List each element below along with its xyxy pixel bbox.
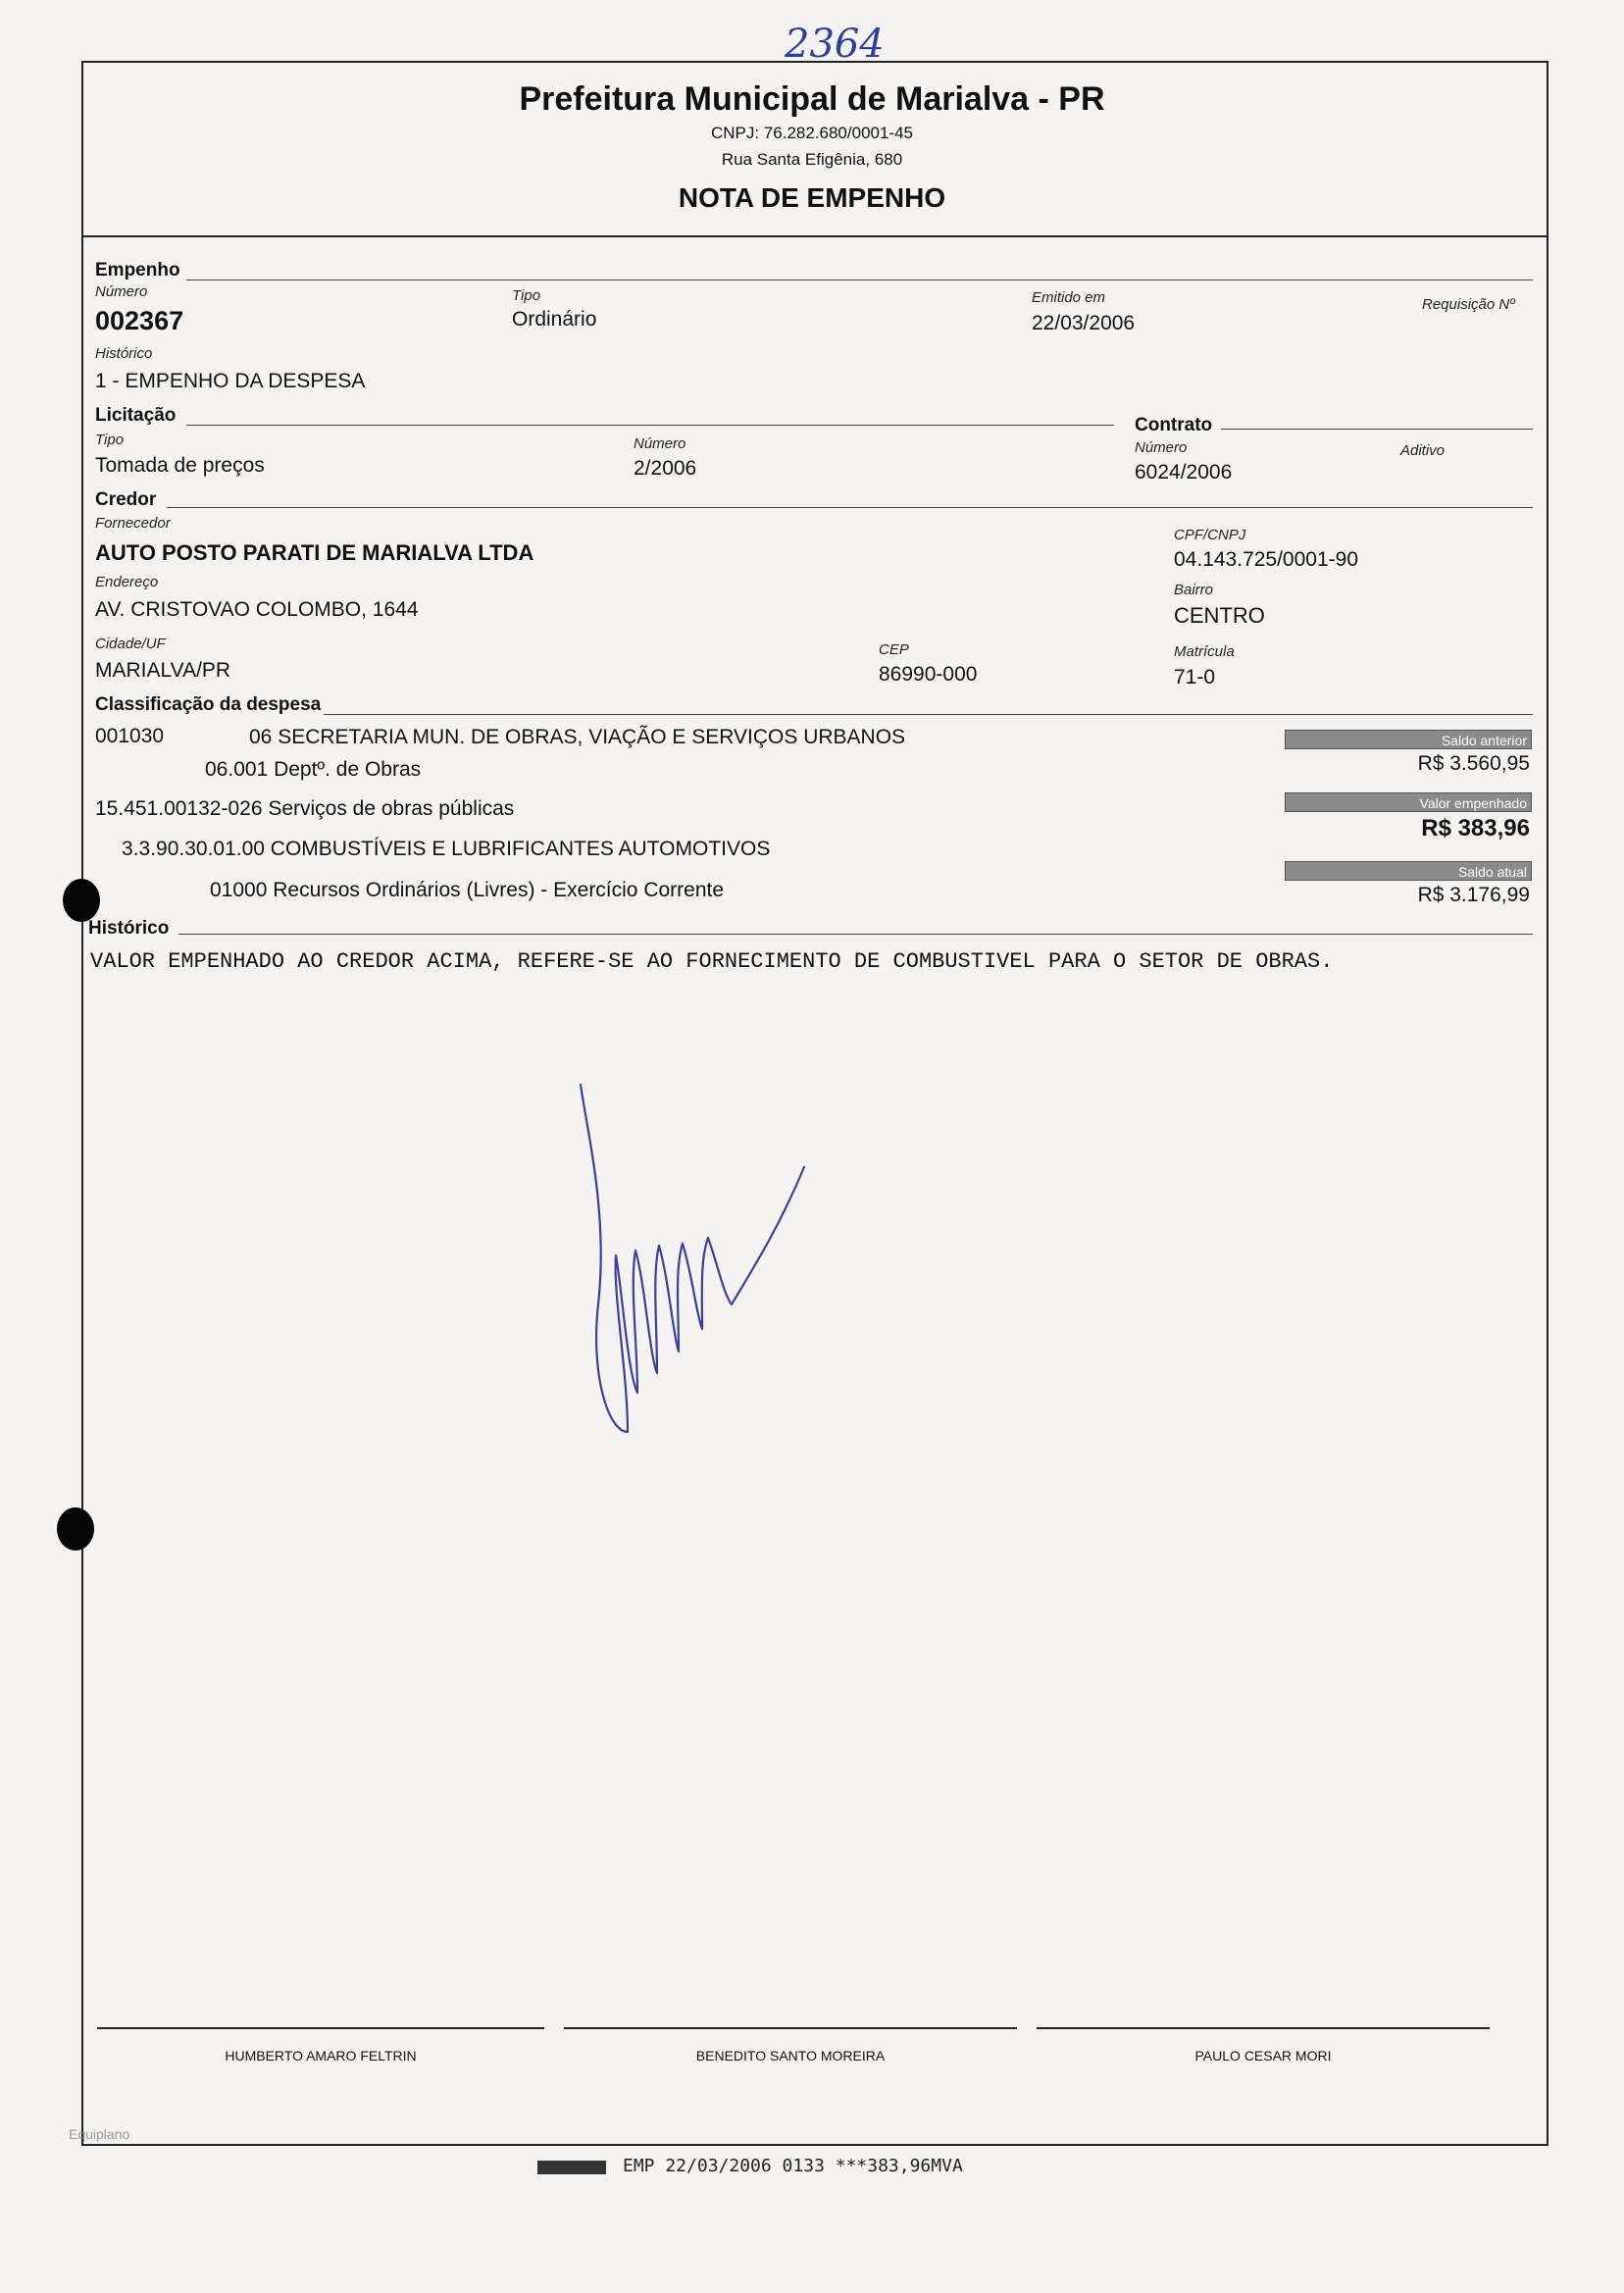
credor-section-title: Credor — [95, 489, 157, 510]
cidade-label: Cidade/UF — [95, 636, 166, 652]
empenho-section-title: Empenho — [95, 260, 180, 280]
historico-rule — [178, 934, 1533, 935]
classificacao-rule — [324, 714, 1533, 715]
contrato-numero-label: Número — [1135, 439, 1188, 456]
licitacao-section-title: Licitação — [95, 405, 177, 426]
empenho-numero: 002367 — [95, 306, 184, 335]
cpf-label: CPF/CNPJ — [1174, 527, 1246, 543]
contrato-section-title: Contrato — [1135, 415, 1213, 435]
saldo-atual-badge: Saldo atual — [1285, 861, 1532, 881]
licitacao-numero-label: Número — [634, 435, 686, 452]
signatory-2: BENEDITO SANTO MOREIRA — [695, 2048, 886, 2064]
cep-value: 86990-000 — [879, 663, 978, 686]
signature-line-1 — [97, 2027, 544, 2029]
cidade-value: MARIALVA/PR — [95, 659, 231, 682]
signatory-3: PAULO CESAR MORI — [1194, 2048, 1332, 2064]
valor-empenhado-value: R$ 383,96 — [1421, 815, 1530, 841]
handwritten-number: 2364 — [785, 22, 885, 67]
saldo-anterior-value: R$ 3.560,95 — [1417, 752, 1530, 775]
licitacao-numero: 2/2006 — [634, 457, 697, 480]
fornecedor-label: Fornecedor — [95, 515, 171, 532]
page-title: Prefeitura Municipal de Marialva - PR — [519, 80, 1105, 118]
matricula-value: 71-0 — [1174, 666, 1216, 688]
handwritten-signature — [569, 1079, 824, 1452]
signature-line-3 — [1037, 2027, 1490, 2029]
cnpj-line: CNPJ: 76.282.680/0001-45 — [710, 124, 914, 142]
cpf-value: 04.143.725/0001-90 — [1174, 548, 1359, 571]
aditivo-label: Aditivo — [1400, 442, 1446, 459]
classificacao-section-title: Classificação da despesa — [95, 694, 322, 715]
licitacao-tipo: Tomada de preços — [95, 454, 265, 477]
cep-label: CEP — [879, 641, 909, 658]
empenho-historico-label: Histórico — [95, 345, 153, 362]
historico-text: VALOR EMPENHADO AO CREDOR ACIMA, REFERE-SE AO FORNECIMENTO DE COMBUSTIVEL PARA O SETOR DE OBRAS. — [90, 949, 1334, 974]
empenho-numero-label: Número — [95, 283, 148, 300]
header-divider — [81, 235, 1548, 237]
empenho-historico: 1 - EMPENHO DA DESPESA — [95, 370, 366, 392]
classificacao-orgao: 06 SECRETARIA MUN. DE OBRAS, VIAÇÃO E SERVIÇOS URBANOS — [249, 726, 906, 748]
credor-rule — [167, 507, 1533, 508]
saldo-atual-value: R$ 3.176,99 — [1417, 884, 1530, 906]
contrato-rule — [1221, 429, 1533, 430]
endereco-label: Endereço — [95, 574, 159, 590]
licitacao-rule — [186, 425, 1114, 426]
licitacao-tipo-label: Tipo — [95, 432, 125, 448]
punch-hole-top — [63, 879, 100, 922]
address-line: Rua Santa Efigênia, 680 — [721, 150, 903, 169]
emitido-date: 22/03/2006 — [1032, 312, 1136, 334]
classificacao-recurso: 01000 Recursos Ordinários (Livres) - Exercício Corrente — [210, 879, 725, 901]
requisicao-label: Requisição Nº — [1422, 296, 1515, 313]
doc-title: NOTA DE EMPENHO — [678, 182, 946, 213]
historico-section-title: Histórico — [88, 918, 170, 939]
classificacao-code: 001030 — [95, 725, 165, 747]
software-label: Equiplano — [69, 2126, 130, 2142]
bairro-value: CENTRO — [1174, 603, 1265, 628]
signature-line-2 — [564, 2027, 1017, 2029]
punch-hole-bottom — [57, 1507, 94, 1551]
bairro-label: Bairro — [1174, 582, 1214, 598]
empenho-tipo-label: Tipo — [512, 287, 541, 304]
endereco-value: AV. CRISTOVAO COLOMBO, 1644 — [95, 598, 419, 621]
stamp-logo — [537, 2161, 606, 2174]
classificacao-unidade: 06.001 Deptº. de Obras — [205, 758, 422, 781]
footer-stamp: EMP 22/03/2006 0133 ***383,96MVA — [623, 2156, 963, 2176]
emitido-label: Emitido em — [1032, 289, 1106, 306]
empenho-tipo: Ordinário — [512, 308, 597, 331]
contrato-numero: 6024/2006 — [1135, 461, 1233, 484]
classificacao-elemento: 3.3.90.30.01.00 COMBUSTÍVEIS E LUBRIFICANTES AUTOMOTIVOS — [122, 838, 771, 860]
matricula-label: Matrícula — [1174, 643, 1235, 660]
fornecedor-name: AUTO POSTO PARATI DE MARIALVA LTDA — [95, 540, 534, 565]
classificacao-funcional: 15.451.00132-026 Serviços de obras públicas — [95, 797, 515, 820]
valor-empenhado-badge: Valor empenhado — [1285, 792, 1532, 812]
saldo-anterior-badge: Saldo anterior — [1285, 730, 1532, 749]
signatory-1: HUMBERTO AMARO FELTRIN — [225, 2048, 417, 2064]
